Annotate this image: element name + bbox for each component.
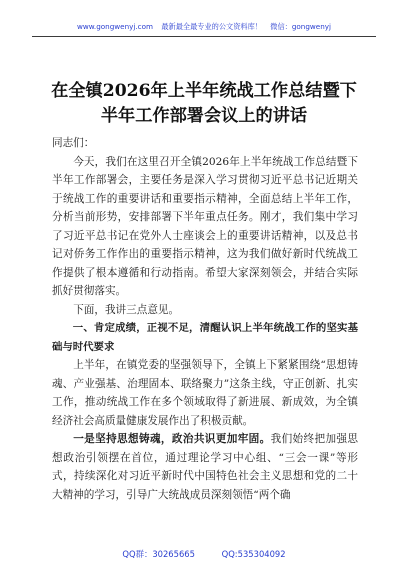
section-heading-1: 一、肯定成绩，正视不足，清醒认识上半年统战工作的坚实基础与时代要求 — [52, 322, 358, 353]
paragraph-ideology — [52, 430, 358, 504]
document-title: 在全镇2026年上半年统战工作总结暨下半年工作部署会议上的讲话 — [51, 81, 357, 126]
paragraph-achievements: 上半年，在镇党委的坚强领导下，全镇上下紧紧围绕“思想铸魂、产业强基、治理固本、联络聚力”这条主线，守正创新、扎实工作，推动统战工作在多个领域取得了新进展、新成效，为全镇经济社会高质量健康发展作出了积极贡献。 — [52, 359, 358, 427]
header-site-link[interactable]: www.gongwenyj.com — [76, 22, 154, 31]
header-divider — [32, 36, 376, 37]
paragraph-ideology-text: 我们始终把加强思想政治引领摆在首位，通过理论学习中心组、“三会一课”等形式，持续深化对习近平新时代中国特色社会主义思想和党的二十大精神的学习，引导广大统战成员深刻领悟“两个确 — [52, 433, 358, 501]
paragraph-outline: 下面，我讲三点意见。 — [73, 303, 180, 316]
page-header — [22, 22, 386, 32]
document-body — [52, 134, 358, 504]
footer-qq: QQ:535304092 — [221, 549, 286, 559]
paragraph-intro: 今天，我们在这里召开全镇2026年上半年统战工作总结暨下半年工作部署会，主要任务是深入学习贯彻习近平总书记近期关于统战工作的重要讲话和重要指示精神，全面总结上半年工作，分析当前形势，安排部署下半年重点任务。刚才，我们集中学习了习近平总书记在党外人士座谈会上的重要讲话精神，以及总书记对侨务工作作出的重要指示精神，这为我们做好新时代统战工作提供了根本遵循和行动指南。希望大家深刻领会，并结合实际抓好贯彻落实。 — [52, 155, 358, 297]
header-slogan: 最新最全最专业的公文资料库！ — [161, 22, 262, 31]
salutation: 同志们： — [52, 137, 95, 149]
header-wechat: 微信：gongwenyj — [270, 22, 332, 31]
footer-qq-group: QQ群：30265665 — [122, 549, 195, 559]
paragraph-lead: 一是坚持思想铸魂，政治共识更加牢固。 — [73, 433, 271, 445]
page-footer — [0, 548, 408, 560]
